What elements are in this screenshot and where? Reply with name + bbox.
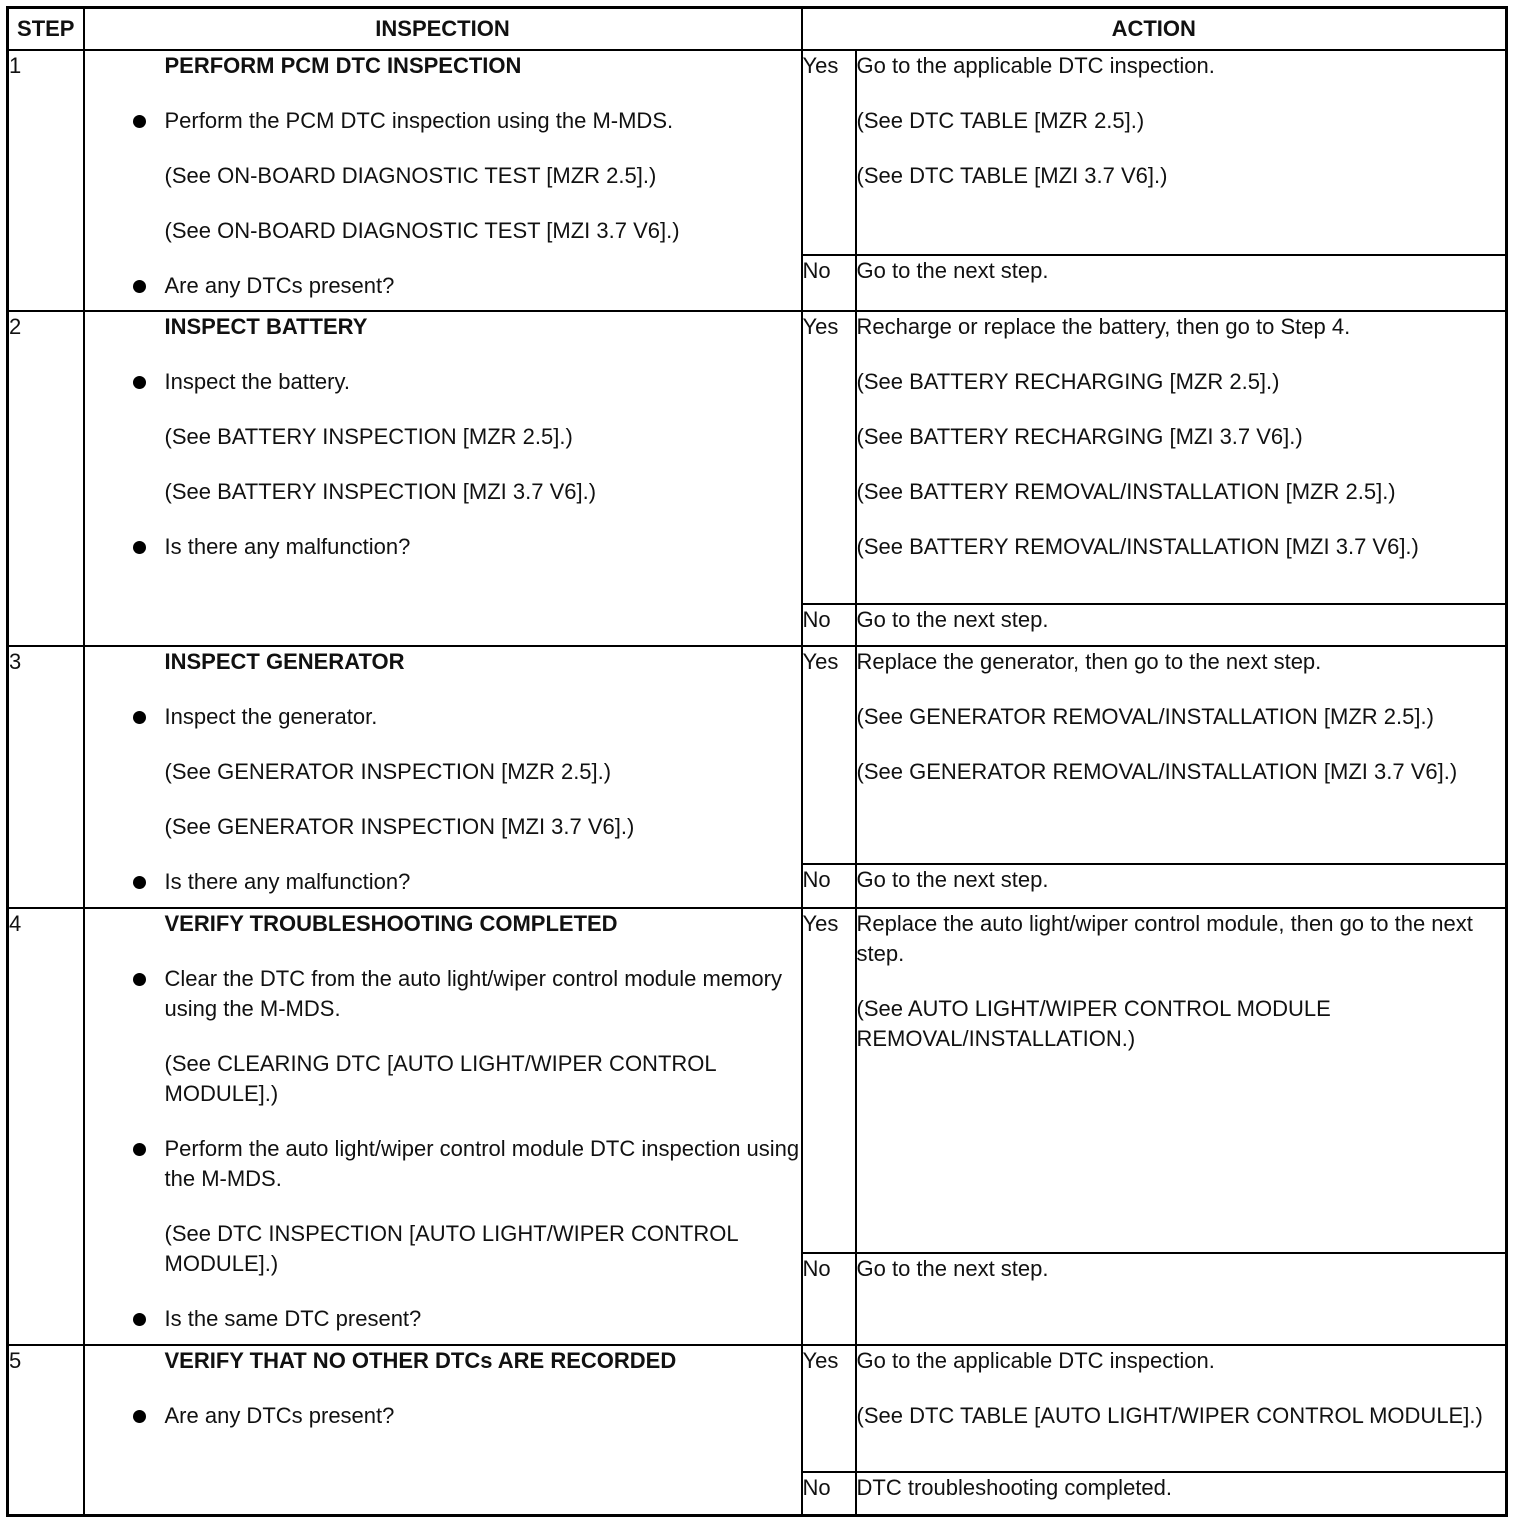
- inspection-text: PERFORM PCM DTC INSPECTION: [164, 53, 522, 78]
- inspection-bullet-item: [85, 367, 801, 397]
- bullet-icon: [133, 1143, 146, 1156]
- inspection-reference: [85, 216, 801, 246]
- inspection-text: Inspect the battery.: [164, 369, 350, 394]
- step-number: 1: [8, 50, 84, 311]
- no-action: [856, 604, 1507, 646]
- yes-action: [856, 646, 1507, 864]
- action-text: (See BATTERY REMOVAL/INSTALLATION [MZI 3.7 V6].): [856, 534, 1419, 559]
- action-text: (See BATTERY RECHARGING [MZR 2.5].): [856, 369, 1280, 394]
- inspection-text: (See BATTERY INSPECTION [MZR 2.5].): [164, 424, 573, 449]
- no-action: [856, 864, 1507, 908]
- inspection-text: VERIFY THAT NO OTHER DTCs ARE RECORDED: [164, 1348, 677, 1373]
- inspection-cell: [84, 1345, 802, 1515]
- inspection-text: INSPECT BATTERY: [164, 314, 368, 339]
- inspection-reference: [85, 757, 801, 787]
- yes-label: Yes: [802, 311, 856, 604]
- inspection-heading: [85, 312, 801, 342]
- action-text: Go to the next step.: [856, 258, 1049, 283]
- inspection-header: INSPECTION: [84, 8, 802, 51]
- action-text: Recharge or replace the battery, then go to Step 4.: [856, 314, 1351, 339]
- action-text: Go to the next step.: [856, 1256, 1049, 1281]
- inspection-bullet-item: [85, 106, 801, 136]
- bullet-icon: [133, 1313, 146, 1326]
- action-text: Go to the applicable DTC inspection.: [856, 1348, 1215, 1373]
- action-text: (See BATTERY REMOVAL/INSTALLATION [MZR 2.5].): [856, 479, 1396, 504]
- action-text: Go to the next step.: [856, 867, 1049, 892]
- inspection-text: (See ON-BOARD DIAGNOSTIC TEST [MZI 3.7 V6].): [164, 218, 680, 243]
- inspection-reference: [85, 477, 801, 507]
- no-label: No: [802, 1472, 856, 1515]
- inspection-bullet-item: [85, 964, 801, 1024]
- inspection-text: Clear the DTC from the auto light/wiper control module memory using the M-MDS.: [164, 966, 782, 1021]
- inspection-bullet-item: [85, 1304, 801, 1334]
- inspection-bullet-item: [85, 1401, 801, 1431]
- no-label: No: [802, 864, 856, 908]
- action-text: (See DTC TABLE [MZR 2.5].): [856, 108, 1145, 133]
- no-action: [856, 1472, 1507, 1515]
- inspection-text: (See BATTERY INSPECTION [MZI 3.7 V6].): [164, 479, 597, 504]
- header-row: [8, 8, 1507, 51]
- inspection-text: Inspect the generator.: [164, 704, 378, 729]
- no-label: No: [802, 1253, 856, 1345]
- no-label: No: [802, 255, 856, 311]
- inspection-text: VERIFY TROUBLESHOOTING COMPLETED: [164, 911, 618, 936]
- yes-action: [856, 311, 1507, 604]
- bullet-icon: [133, 711, 146, 724]
- inspection-text: (See GENERATOR INSPECTION [MZR 2.5].): [164, 759, 612, 784]
- step-number: 4: [8, 908, 84, 1345]
- yes-label: Yes: [802, 50, 856, 255]
- action-text: (See BATTERY RECHARGING [MZI 3.7 V6].): [856, 424, 1303, 449]
- inspection-text: (See CLEARING DTC [AUTO LIGHT/WIPER CONTROL MODULE].): [164, 1051, 716, 1106]
- inspection-text: Are any DTCs present?: [164, 273, 395, 298]
- action-text: Go to the applicable DTC inspection.: [856, 53, 1215, 78]
- action-text: (See AUTO LIGHT/WIPER CONTROL MODULE REMOVAL/INSTALLATION.): [856, 996, 1331, 1051]
- inspection-bullet-item: [85, 702, 801, 732]
- action-text: (See GENERATOR REMOVAL/INSTALLATION [MZR 2.5].): [856, 704, 1434, 729]
- inspection-heading: [85, 647, 801, 677]
- bullet-icon: [133, 376, 146, 389]
- step-row: [8, 908, 1507, 1253]
- step-number: 5: [8, 1345, 84, 1515]
- inspection-bullet-item: [85, 532, 801, 562]
- yes-label: Yes: [802, 1345, 856, 1472]
- no-action: [856, 1253, 1507, 1345]
- inspection-cell: [84, 908, 802, 1345]
- action-text: (See GENERATOR REMOVAL/INSTALLATION [MZI 3.7 V6].): [856, 759, 1458, 784]
- action-text: Replace the auto light/wiper control module, then go to the next step.: [856, 911, 1473, 966]
- inspection-reference: [85, 422, 801, 452]
- inspection-text: Is there any malfunction?: [164, 869, 411, 894]
- yes-label: Yes: [802, 646, 856, 864]
- bullet-icon: [133, 115, 146, 128]
- action-text: Go to the next step.: [856, 607, 1049, 632]
- inspection-text: Are any DTCs present?: [164, 1403, 395, 1428]
- bullet-icon: [133, 280, 146, 293]
- step-row: [8, 646, 1507, 864]
- inspection-heading: [85, 51, 801, 81]
- step-row: [8, 311, 1507, 604]
- step-row: [8, 50, 1507, 255]
- inspection-text: INSPECT GENERATOR: [164, 649, 405, 674]
- inspection-reference: [85, 1049, 801, 1109]
- step-number: 2: [8, 311, 84, 646]
- inspection-heading: [85, 909, 801, 939]
- action-text: Replace the generator, then go to the next step.: [856, 649, 1322, 674]
- inspection-text: Perform the PCM DTC inspection using the M-MDS.: [164, 108, 674, 133]
- bullet-icon: [133, 876, 146, 889]
- inspection-text: Is the same DTC present?: [164, 1306, 422, 1331]
- inspection-cell: [84, 646, 802, 908]
- action-text: (See DTC TABLE [MZI 3.7 V6].): [856, 163, 1168, 188]
- no-action: [856, 255, 1507, 311]
- yes-label: Yes: [802, 908, 856, 1253]
- inspection-text: Perform the auto light/wiper control module DTC inspection using the M-MDS.: [164, 1136, 800, 1191]
- inspection-cell: [84, 50, 802, 311]
- inspection-bullet-item: [85, 271, 801, 301]
- troubleshooting-table: [6, 6, 1508, 1517]
- action-text: (See DTC TABLE [AUTO LIGHT/WIPER CONTROL MODULE].): [856, 1403, 1483, 1428]
- inspection-cell: [84, 311, 802, 646]
- inspection-text: (See ON-BOARD DIAGNOSTIC TEST [MZR 2.5].): [164, 163, 657, 188]
- inspection-text: (See DTC INSPECTION [AUTO LIGHT/WIPER CONTROL MODULE].): [164, 1221, 738, 1276]
- bullet-icon: [133, 973, 146, 986]
- inspection-text: Is there any malfunction?: [164, 534, 411, 559]
- action-text: DTC troubleshooting completed.: [856, 1475, 1172, 1500]
- action-header: ACTION: [802, 8, 1507, 51]
- bullet-icon: [133, 1410, 146, 1423]
- inspection-bullet-item: [85, 1134, 801, 1194]
- yes-action: [856, 1345, 1507, 1472]
- inspection-reference: [85, 161, 801, 191]
- bullet-icon: [133, 541, 146, 554]
- inspection-reference: [85, 812, 801, 842]
- inspection-text: (See GENERATOR INSPECTION [MZI 3.7 V6].): [164, 814, 635, 839]
- inspection-reference: [85, 1219, 801, 1279]
- table-body: [8, 50, 1507, 1515]
- no-label: No: [802, 604, 856, 646]
- step-header: STEP: [8, 8, 84, 51]
- step-row: [8, 1345, 1507, 1472]
- inspection-heading: [85, 1346, 801, 1376]
- step-number: 3: [8, 646, 84, 908]
- inspection-bullet-item: [85, 867, 801, 897]
- yes-action: [856, 50, 1507, 255]
- yes-action: [856, 908, 1507, 1253]
